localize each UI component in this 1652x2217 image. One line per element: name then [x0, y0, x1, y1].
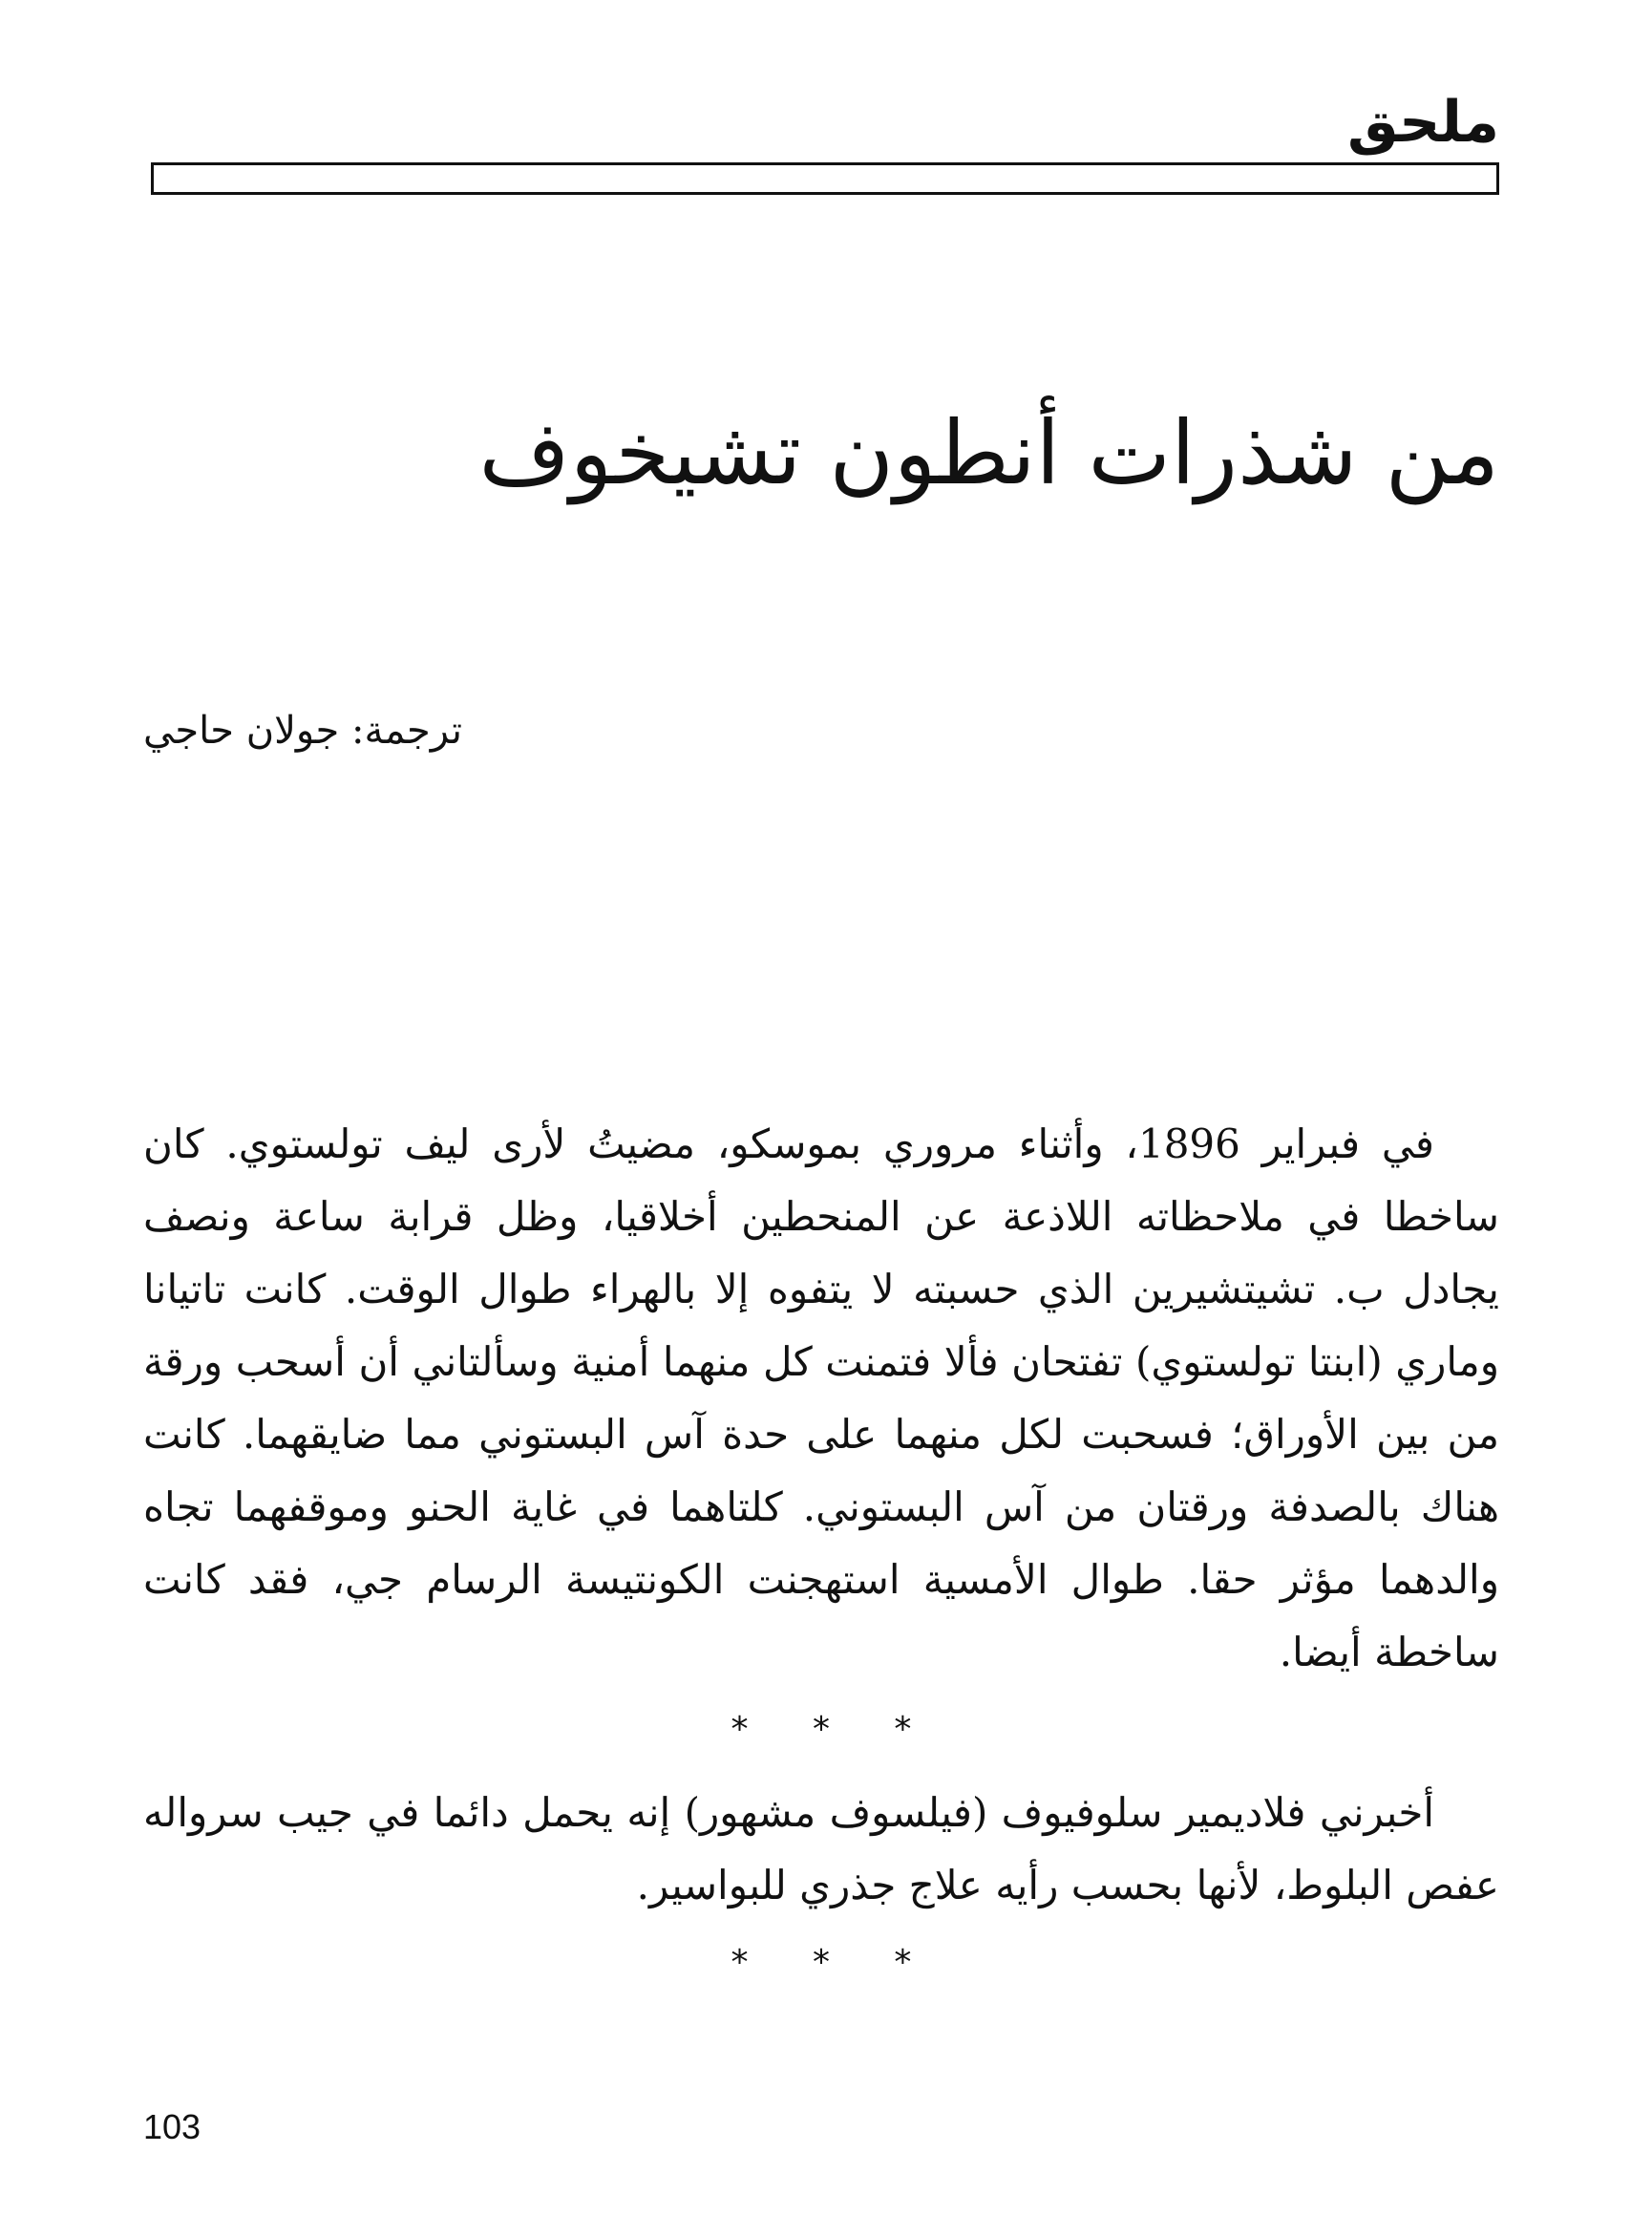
chapter-title: من شذرات أنطون تشيخوف — [478, 402, 1499, 504]
paragraph: أخبرني فلاديمير سلوفيوف (فيلسوف مشهور) إنه يحمل دائما في جيب سرواله عفص البلوط، لأنها بحسب رأيه علاج جذري للبواسير. — [143, 1789, 1499, 1908]
translator-credit: ترجمة: جولان حاجي — [143, 709, 462, 753]
page-number: 103 — [143, 2107, 201, 2146]
section-separator: * * * — [731, 1943, 939, 1982]
section-label: ملحق — [1347, 89, 1499, 156]
section-separator: * * * — [731, 1710, 939, 1749]
paragraph: في فبراير 1896، وأثناء مروري بموسكو، مضيتُ لأرى ليف تولستوي. كان ساخطا في ملاحظاته اللاذعة عن المنحطين أخلاقيا، وظل قرابة ساعة ونصف يجادل ب. تشيتشيرين الذي حسبته لا يتفوه إلا بالهراء طوال الوقت. كانت تاتيانا وماري (ابنتا تولستوي) تفتحان فألا فتمنت كل منهما أمنية وسألتاني أن أسحب ورقة من بين الأوراق؛ فسحبت لكل منهما على حدة آس البستوني مما ضايقهما. كانت هناك بالصدفة ورقتان من آس البستوني. كلتاهما في غاية الحنو وموقفهما تجاه والدهما مؤثر حقا. طوال الأمسية استهجنت الكونتيسة الرسام جي، فقد كانت ساخطة أيضا. — [143, 1120, 1499, 1675]
header-rule-box — [151, 162, 1499, 195]
body-text — [143, 1108, 1499, 2010]
